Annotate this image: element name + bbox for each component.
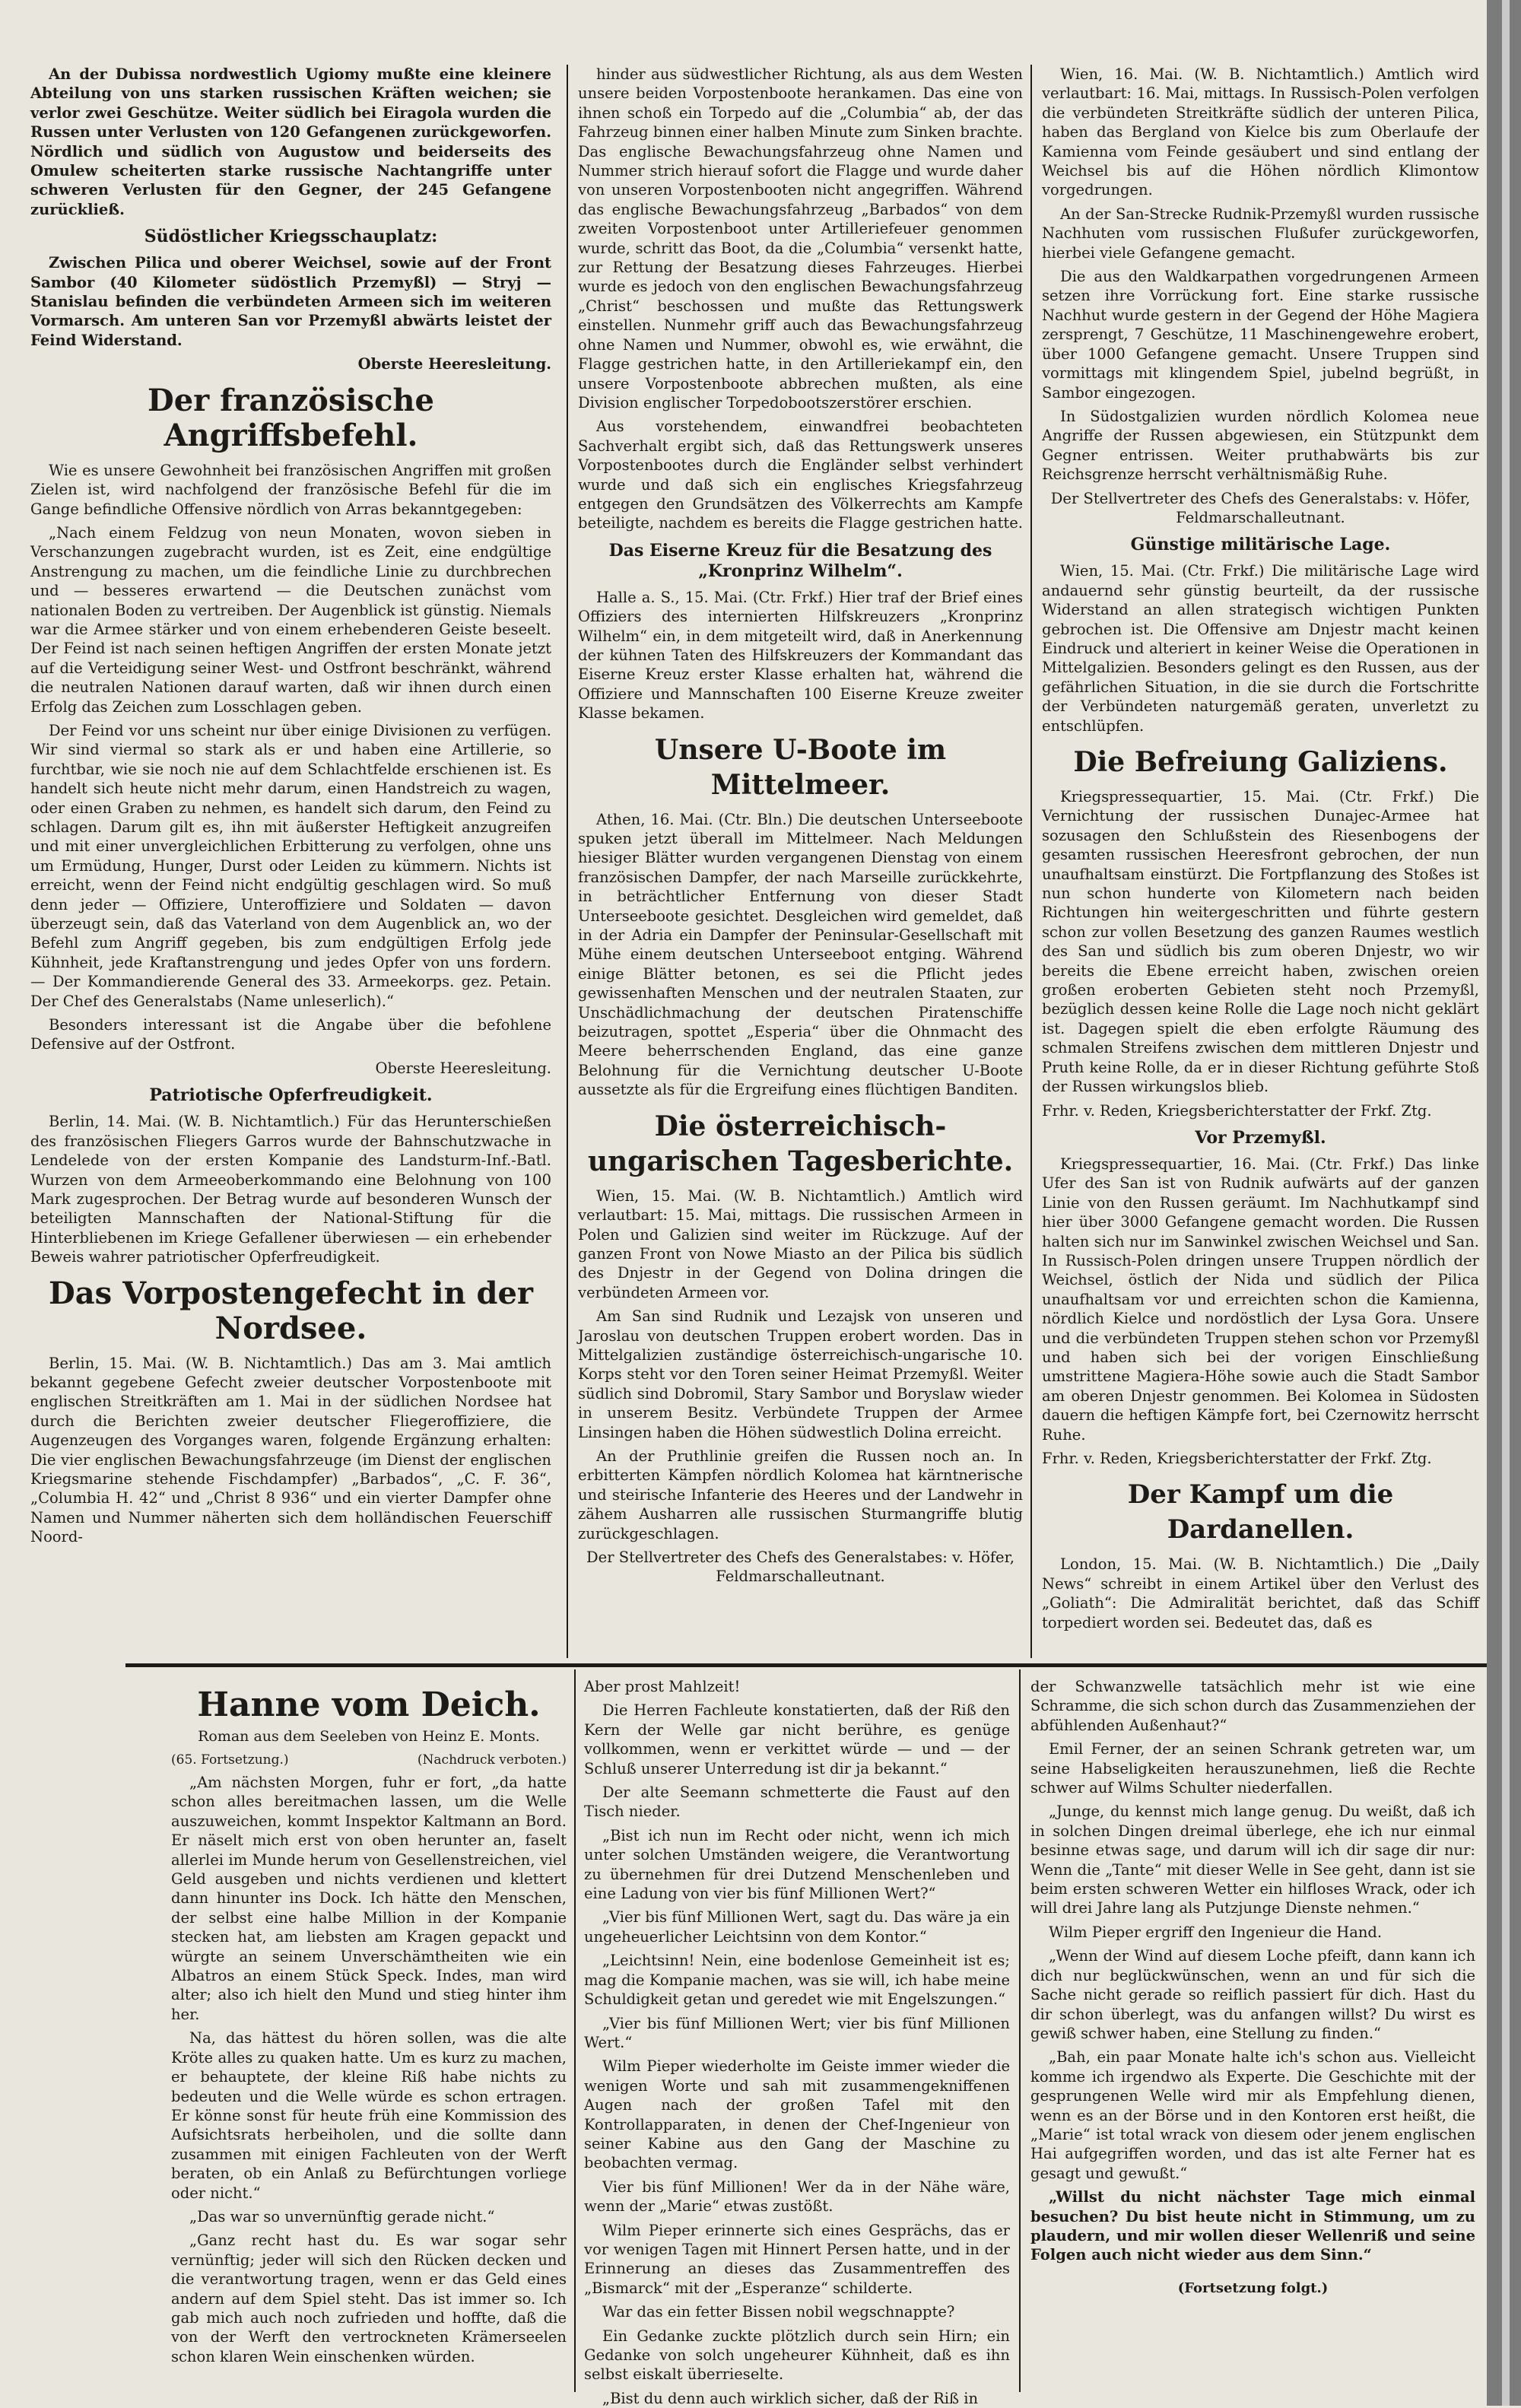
serial-paragraph: Wilm Pieper erinnerte sich eines Gesprächs, das er vor wenigen Tagen mit Hinnert Persen hatte, und in der Erinnerung an dieses das Zusammentreffen des „Bismarck“ mit der „Esperanze“ schilderte. bbox=[584, 2221, 1010, 2297]
section-heading: Südöstlicher Kriegsschauplatz: bbox=[144, 227, 438, 247]
article-headline: Günstige militärische Lage. bbox=[1130, 535, 1391, 555]
serial-rights: (Nachdruck verboten.) bbox=[417, 1752, 567, 1768]
serial-paragraph: Der alte Seemann schmetterte die Faust auf den Tisch nieder. bbox=[584, 1784, 1010, 1821]
signature: Der Stellvertreter des Chefs des Generalstabes: v. Höfer, Feldmarschalleutnant. bbox=[586, 1549, 1015, 1586]
serial-paragraph: „Ganz recht hast du. Es war sogar sehr vernünftig; jeder will sich den Rücken decken und die verantwortung tragen, wenn er das Geld eines andern auf dem Spiel steht. Das ist immer so. Ich gab mich auch noch zufrieden und hoffte, daß die von der Werft den vertrockneten Krämerseelen schon klaren Wein einschenken würden. bbox=[171, 2232, 567, 2365]
article-paragraph: Berlin, 14. Mai. (W. B. Nichtamtlich.) Für das Herunterschießen des französischen Fliegers Garros wurde der Bahnschutzwache in Lendelede von der ersten Kompanie des Landsturm-Inf.-Batl. Wurzen von dem Armeeoberkommando eine Belohnung von 100 Mark zugesprochen. Der Betrag wurde auf besonderen Wunsch der beteiligten Mannschaften der National-Stiftung für die Hinterbliebenen im Kriege Gefallener überwiesen — ein erhebender Beweis wahrer patriotischer Opferfreudigkeit. bbox=[30, 1113, 551, 1266]
column-3 bbox=[1042, 65, 1479, 1639]
serial-paragraph: War das ein fetter Bissen nobil wegschnappte? bbox=[602, 2303, 955, 2321]
report-paragraph: An der Dubissa nordwestlich Ugiomy mußte eine kleinere Abteilung von uns starken russischen Kräften weichen; sie verlor zwei Geschütze. Weiter südlich bei Eiragola wurden die Russen unter Verlusten von 120 Gefangenen zurückgeworfen. Nördlich und südlich von Augustow und beiderseits des Omulew scheiterten starke russische Nachtangriffe unter schweren Verlusten für den Gegner, der 245 Gefangene zurückließ. bbox=[30, 65, 551, 218]
column-divider bbox=[567, 65, 568, 1658]
serial-column-1 bbox=[171, 1677, 567, 2392]
article-paragraph: Wien, 15. Mai. (W. B. Nichtamtlich.) Amtlich wird verlautbart: 15. Mai, mittags. Die russischen Armeen in Polen und Galizien sind weiter im Rückzuge. Auf der ganzen Front von Nowe Miasto an der Pilica bis südlich des Dnjestr in der Gegend von Dolina dringen die verbündeten Armeen vor. bbox=[578, 1187, 1023, 1301]
signature: Der Stellvertreter des Chefs des Generalstabs: v. Höfer, Feldmarschalleutnant. bbox=[1050, 489, 1471, 526]
serial-paragraph: „Bah, ein paar Monate halte ich's schon aus. Vielleicht komme ich irgendwo als Experte. Die Geschichte mit der gesprungenen Welle wird mir als Empfehlung dienen, wenn es an der Börse und in den Kontoren erst heißt, die „Marie“ ist total wrack von diesem oder jenem englischen Hai aufgegriffen worden, und das ist alte Ferner hat es gesagt und gewußt.“ bbox=[1030, 2048, 1475, 2182]
serial-paragraph: Vier bis fünf Millionen! Wer da in der Nähe wäre, wenn der „Marie“ etwas zustößt. bbox=[584, 2178, 1010, 2216]
article-headline: Der französische Angriffsbefehl. bbox=[148, 382, 434, 453]
article-paragraph: „Nach einem Feldzug von neun Monaten, wovon sieben in Verschanzungen zugebracht wurden, ist es Zeit, eine endgültige Anstrengung zu machen, um die feindliche Linie zu durchbrechen und — besseres erwartend — die Deutschen zunächst vom nationalen Boden zu vertreiben. Der Augenblick ist günstig. Niemals war die Armee stärker und von einem erhebenderen Geiste beseelt. Der Feind ist nach seinen heftigen Angriffen der ersten Monate jetzt auf die Verteidigung seiner West- und Ostfront beschränkt, während die neutralen Nationen darauf warten, daß wir ihnen durch einen Erfolg das Zeichen zum Losschlagen geben. bbox=[30, 523, 551, 716]
to-be-continued: (Fortsetzung folgt.) bbox=[1177, 2279, 1329, 2296]
article-paragraph: Halle a. S., 15. Mai. (Ctr. Frkf.) Hier traf der Brief eines Offiziers des internierten Hilfskreuzers „Kronprinz Wilhelm“ ein, in dem mitgeteilt wird, daß in Anerkennung der kühnen Taten des Hilfskreuzers der Kommandant das Eiserne Kreuz erster Klasse erhalten hat, während die Offiziere und Mannschaften 100 Eiserne Kreuze zweiter Klasse bekamen. bbox=[578, 588, 1023, 723]
serial-part: (65. Fortsetzung.) bbox=[171, 1752, 289, 1768]
serial-paragraph: der Schwanzwelle tatsächlich mehr ist wie eine Schramme, die sich schon durch das Zusammenziehen der abfühlenden Außenhaut?“ bbox=[1030, 1678, 1475, 1734]
article-headline: Die österreichisch-ungarischen Tagesberichte. bbox=[587, 1110, 1014, 1177]
serial-meta bbox=[171, 1752, 567, 1768]
serial-paragraph: Na, das hättest du hören sollen, was die alte Kröte alles zu quaken hatte. Um es kurz zu machen, er behauptete, der kleine Riß habe nichts zu bedeuten und die Welle würde es schon ertragen. Er könne sonst für heute früh eine Kommission des Aufsichtsrats herbeiholen, und die sollte dann zusammen mit einigen Fachleuten von der Werft beraten, ob ein Anlaß zu Befürchtungen vorliege oder nicht.“ bbox=[171, 2029, 567, 2202]
serial-column-3 bbox=[1030, 1677, 1475, 2392]
serial-paragraph: „Junge, du kennst mich lange genug. Du weißt, daß ich in solchen Dingen dreimal überlege, ehe ich nur einmal besinne etwas sage, und darum will ich dir sage dir nur: Wenn die „Tante“ mit dieser Welle in See geht, dann ist sie beim ersten schweren Wetter ein hilfloses Wrack, oder ich will drei Jahre lang als Putzjunge Dienste nehmen.“ bbox=[1030, 1803, 1475, 1917]
serial-paragraph: „Bist ich nun im Recht oder nicht, wenn ich mich unter solchen Umständen weigere, die Verantwortung zu übernehmen für drei Dutzend Menschenleben und eine Ladung von vier bis fünf Millionen Wert?“ bbox=[584, 1826, 1010, 1903]
article-paragraph: London, 15. Mai. (W. B. Nichtamtlich.) Die „Daily News“ schreibt in einem Artikel über den Verlust des „Goliath“: Die Admiralität berichtet, daß das Schiff torpediert worden sei. Bedeutet das, daß es bbox=[1042, 1555, 1479, 1631]
serial-paragraph: „Leichtsinn! Nein, eine bodenlose Gemeinheit ist es; mag die Kompanie machen, was sie will, ich habe meine Schuldigkeit getan und geredet wie mit Engelszungen.“ bbox=[584, 1952, 1010, 2009]
article-headline: Patriotische Opferfreudigkeit. bbox=[149, 1085, 433, 1106]
serial-paragraph: „Am nächsten Morgen, fuhr er fort, „da hatte schon alles bereitmachen lassen, um die Welle auszuweichen, kommt Inspektor Kaltmann an Bord. Er näselt mich erst von oben herunter an, faselt allerlei im Munde herum von Gesellenstreichen, viel Geld ausgeben und nichts verdienen und klettert dann hinunter ins Dock. Ich hätte den Menschen, der selbst eine halbe Million in der Kompanie stecken hat, am liebsten am Kragen gepackt und würgte an seinem Unverschämtheiten wie ein Albatros an einem Stück Speck. Indes, man wird alter; also ich hielt den Mund und stieg hinter ihm her. bbox=[171, 1774, 567, 2023]
byline: Frhr. v. Reden, Kriegsberichterstatter der Frkf. Ztg. bbox=[1042, 1450, 1432, 1467]
serial-paragraph: „Wenn der Wind auf diesem Loche pfeift, dann kann ich dich nur beglückwünschen, wenn an und für sich die Sache nicht gerade so reiflich passiert für dich. Hast du dir schon überlegt, was du anfangen willst? Du wirst es gewiß schwer haben, eine Stellung zu finden.“ bbox=[1030, 1947, 1475, 2042]
article-headline: Vor Przemyßl. bbox=[1195, 1127, 1326, 1148]
article-paragraph: hinder aus südwestlicher Richtung, als aus dem Westen unsere beiden Vorpostenboote herankamen. Das eine von ihnen schoß ein Torpedo auf die „Columbia“ ab, der das Fahrzeug binnen einer halben Minute zum Sinken brachte. Das englische Bewachungsfahrzeug ohne Namen und Nummer strich hierauf sofort die Flagge und wurde daher von unseren Vorpostenbooten nicht angegriffen. Während das englische Bewachungsfahrzeug „Barbados“ von dem zweiten Vorpostenboot unter Artilleriefeuer genommen wurde, schritt das Boot, da die „Columbia“ versenkt hatte, zur Rettung der Besatzung dieses Fahrzeuges. Hierbei wurde es jedoch von den englischen Bewachungsfahrzeug „Christ“ beschossen und mußte das Rettungswerk einstellen. Nunmehr griff auch das Bewachungsfahrzeug ohne Namen und Nummer, obwohl es, wie erwähnt, die Flagge gestrichen hatte, in den Artilleriekampf ein, den unsere Vorpostenboote abbrechen mußten, als eine Division englischer Torpedobootszerstörer erschien. bbox=[578, 65, 1023, 411]
serial-paragraph: Wilm Pieper wiederholte im Geiste immer wieder die wenigen Worte und sah mit zusammengekniffenen Augen nach der großen Tafel mit den Kontrollapparaten, in denen der Chef-Ingenieur von seiner Kabine aus den Gang der Maschine zu beobachten vermag. bbox=[584, 2057, 1010, 2172]
serial-paragraph: Wilm Pieper ergriff den Ingenieur die Hand. bbox=[1049, 1923, 1383, 1941]
serial-divider bbox=[1019, 1669, 1021, 2392]
serial-paragraph: Ein Gedanke zuckte plötzlich durch sein Hirn; ein Gedanke von solch ungeheurer Kühnheit, daß es ihn selbst eiskalt überrieselte. bbox=[584, 2327, 1010, 2384]
serial-paragraph: „Bist du denn auch wirklich sicher, daß der Riß in bbox=[602, 2389, 979, 2407]
article-paragraph: Wie es unsere Gewohnheit bei französischen Angriffen mit großen Zielen ist, wird nachfolgend der französische Befehl für die im Gange befindliche Offensive nördlich von Arras bekanntgegeben: bbox=[30, 461, 551, 518]
serial-paragraph: „Vier bis fünf Millionen Wert; vier bis fünf Millionen Wert.“ bbox=[584, 2014, 1010, 2051]
article-paragraph: Kriegspressequartier, 15. Mai. (Ctr. Frkf.) Die Vernichtung der russischen Dunajec-Armee hat sozusagen den Schlußstein des Riesenbogens der gesamten russischen Heeresfront gebrochen, der nun unaufhaltsam einstürzt. Die Fortpflanzung des Stoßes ist nun schon hunderte von Kilometern nach beiden Richtungen hin weitergeschritten und führte gestern schon zur vollen Besetzung des ganzen Raumes westlich des San und südlich bis zum oberen Dnjestr, wo wir bereits die Ebene erreicht haben, zwischen oreien großen eroberten Gebieten steht noch Przemyßl, bezüglich dessen keine Rolle die Lage noch nicht geklärt ist. Dagegen spielt die eben erfolgte Räumung des schmalen Streifens zwischen dem mittleren Dnjestr und Pruth keine Rolle, da er in dieser Richtung geführte Stoß der Russen wirkungslos blieb. bbox=[1042, 788, 1479, 1096]
scan-edge-strip bbox=[1487, 0, 1521, 2406]
article-paragraph: Berlin, 15. Mai. (W. B. Nichtamtlich.) Das am 3. Mai amtlich bekannt gegebene Gefecht zweier deutscher Vorpostenboote mit englischen Streitkräften am 1. Mai in der südlichen Nordsee hat durch die Berichten zweier deutscher Fliegeroffiziere, die Augenzeugen des Vorganges waren, folgende Ergänzung erhalten: Die vier englischen Bewachungsfahrzeuge (im Dienst der englischen Kriegsmarine stehende Fischdampfer) „Barbados“, „C. F. 36“, „Columbia H. 42“ und „Christ 8 936“ und ein vierter Dampfer ohne Namen und Nummer näherten sich dem holländischen Feuerschiff Noord- bbox=[30, 1354, 551, 1546]
article-headline: Der Kampf um die Dardanellen. bbox=[1127, 1479, 1394, 1546]
article-paragraph: Die aus den Waldkarpathen vorgedrungenen Armeen setzen ihre Vorrückung fort. Eine starke russische Nachhut wurde gestern in der Gegend der Höhe Magiera zersprengt, 7 Geschütze, 11 Maschinengewehre erobert, über 1000 Gefangene gemacht. Unsere Truppen sind vormittags mit klingendem Spiel, jubelnd begrüßt, in Sambor eingezogen. bbox=[1042, 268, 1479, 402]
byline: Frhr. v. Reden, Kriegsberichterstatter der Frkf. Ztg. bbox=[1042, 1101, 1432, 1120]
serial-title: Hanne vom Deich. bbox=[197, 1685, 541, 1724]
article-paragraph: Der Feind vor uns scheint nur über einige Divisionen zu verfügen. Wir sind viermal so stark als er und haben eine Artillerie, so furchtbar, wie sie noch nie auf dem Schlachtfelde erschienen ist. Es handelt sich heute nicht mehr darum, einen Handstreich zu wagen, oder einen Graben zu nehmen, es handelt sich darum, den Feind zu schlagen. Darum gilt es, ihn mit äußerster Heftigkeit anzugreifen und mit einer unvergleichlichen Erbitterung zu verfolgen, ohne uns um Ermüdung, Hunger, Durst oder Leiden zu kümmern. Nichts ist erreicht, wenn der Feind nicht endgültig geschlagen wird. So muß denn jeder — Offiziere, Unteroffiziere und Soldaten — davon überzeugt sein, daß das Vaterland von dem Augenblick an, wo der Befehl zum Angriff gegeben, bis zum endgültigen Erfolg jede Kühnheit, jede Kraftanstrengung und jedes Opfer von uns fordern. — Der Kommandierende General des 33. Armeekorps. gez. Petain. Der Chef des Generalstabs (Name unleserlich).“ bbox=[30, 721, 551, 1010]
article-paragraph: Athen, 16. Mai. (Ctr. Bln.) Die deutschen Unterseeboote spuken jetzt überall im Mittelmeer. Nach Meldungen hiesiger Blätter wurden vergangenen Dienstag von einem französischen Dampfer, der nach Marseille zurückkehrte, in beträchtlicher Entfernung von dieser Stadt Unterseeboote gesichtet. Desgleichen wird gemeldet, daß in der Adria ein Dampfer der Peninsular-Gesellschaft mit Mühe einem deutschen Unterseeboot entging. Während einige Blätter betonen, es sei die Pflicht jedes gewissenhaften Menschen und der neutralen Staaten, zur Unschädlichmachung der deutschen Piratenschiffe beizutragen, spottet „Esperia“ über die Ohnmacht des Meere beherrschenden England, das eine ganze Belohnung für die Vernichtung deutscher U-Boote aussetzte als für die Ergreifung eines flüchtigen Banditen. bbox=[578, 810, 1023, 1099]
serial-paragraph: Die Herren Fachleute konstatierten, daß der Riß den Kern der Welle gar nicht berühre, es genüge vollkommen, wenn er verkittet würde — und — der Schluß unserer Unterredung ist dir ja bekannt.“ bbox=[584, 1701, 1010, 1777]
article-paragraph: Wien, 15. Mai. (Ctr. Frkf.) Die militärische Lage wird andauernd sehr günstig beurteilt, da der russische Widerstand an allen strategisch wichtigen Punkten gebrochen ist. Die Offensive am Dnjestr macht keinen Eindruck und alteriert in keiner Weise die Operationen in Mittelgalizien. Besonders gelingt es den Russen, aus der gefährlichen Situation, in die sie durch die Fortschritte der Verbündeten naturgemäß geraten, unverletzt zu entschlüpfen. bbox=[1042, 562, 1479, 735]
report-paragraph: Zwischen Pilica und oberer Weichsel, sowie auf der Front Sambor (40 Kilometer südöstlich Przemyßl) — Stryj — Stanislau befinden die verbündeten Armeen sich im weiteren Vormarsch. Am unteren San vor Przemyßl abwärts leistet der Feind Widerstand. bbox=[30, 254, 551, 349]
article-paragraph: Am San sind Rudnik und Lezajsk von unseren und Jaroslau von deutschen Truppen erobert worden. Das in Mittelgalizien zuständige österreichisch-ungarische 10. Korps steht vor den Toren seiner Heimat Przemyßl. Weiter südlich sind Dobromil, Stary Sambor und Boryslaw wieder in unserem Besitz. Verbündete Truppen der Armee Linsingen haben die Höhen südwestlich Dolina erreicht. bbox=[578, 1307, 1023, 1441]
serial-paragraph: „Vier bis fünf Millionen Wert, sagt du. Das wäre ja ein ungeheuerlicher Leichtsinn von dem Kontor.“ bbox=[584, 1908, 1010, 1946]
article-headline: Unsere U-Boote im Mittelmeer. bbox=[654, 733, 947, 801]
article-headline: Die Befreiung Galiziens. bbox=[1073, 746, 1448, 778]
article-paragraph: Besonders interessant ist die Angabe über die befohlene Defensive auf der Ostfront. bbox=[30, 1016, 551, 1053]
feuilleton-divider bbox=[125, 1663, 1487, 1667]
article-paragraph: An der Pruthlinie greifen die Russen noch an. In erbitterten Kämpfen nördlich Kolomea hat kärntnerische und steirische Infanterie des Heeres und der Landwehr in zähem Ausharren alle russischen Sturmangriffe blutig zurückgeschlagen. bbox=[578, 1447, 1023, 1542]
column-divider bbox=[1030, 65, 1032, 1658]
serial-subtitle: Roman aus dem Seeleben von Heinz E. Monts. bbox=[198, 1728, 540, 1745]
article-headline: Das Vorpostengefecht in der Nordsee. bbox=[49, 1275, 533, 1346]
serial-paragraph: Aber prost Mahlzeit! bbox=[584, 1678, 741, 1695]
serial-paragraph: Emil Ferner, der an seinen Schrank getreten war, um seine Habseligkeiten herauszunehmen, ließ die Rechte schwer auf Wilms Schulter niederfallen. bbox=[1030, 1740, 1475, 1797]
serial-paragraph: „Das war so unvernünftig gerade nicht.“ bbox=[189, 2207, 495, 2225]
article-paragraph: Wien, 16. Mai. (W. B. Nichtamtlich.) Amtlich wird verlautbart: 16. Mai, mittags. In Russisch-Polen verfolgen die verbündeten Streitkräfte südlich der unteren Pilica, haben das Bergland von Kielce bis zum Oberlaufe der Kamienna vom Feinde gesäubert und sind entlang der Weichsel bis auf die Höhen nördlich Klimontow vorgedrungen. bbox=[1042, 65, 1479, 199]
serial-paragraph: „Willst du nicht nächster Tage mich einmal besuchen? Du bist heute nicht in Stimmung, um zu plaudern, und mir wollen dieser Wellenriß und seine Folgen auch nicht wieder aus dem Sinn.“ bbox=[1030, 2188, 1475, 2264]
article-headline: Das Eiserne Kreuz für die Besatzung des „Kronprinz Wilhelm“. bbox=[608, 540, 992, 581]
article-paragraph: An der San-Strecke Rudnik-Przemyßl wurden russische Nachhuten vom russischen Flußufer zurückgeworfen, hierbei viele Gefangene gemacht. bbox=[1042, 205, 1479, 262]
article-paragraph: Aus vorstehendem, einwandfrei beobachteten Sachverhalt ergibt sich, daß das Rettungswerk unseres Vorpostenbootes durch die Engländer selbst verhindert wurde und daß sich ein englisches Kriegsfahrzeug entgegen den Grundsätzen des Völkerrechts am Kampfe beteiligte, nachdem es bereits die Flagge gestrichen hatte. bbox=[578, 418, 1023, 532]
column-1 bbox=[30, 65, 551, 1639]
serial-divider bbox=[574, 1669, 576, 2392]
article-paragraph: In Südostgalizien wurden nördlich Kolomea neue Angriffe der Russen abgewiesen, ein Stützpunkt dem Gegner entrissen. Weiter pruthabwärts bis zur Reichsgrenze herrscht verhältnismäßig Ruhe. bbox=[1042, 407, 1479, 484]
signature: Oberste Heeresleitung. bbox=[375, 1059, 551, 1077]
column-2 bbox=[578, 65, 1023, 1639]
article-paragraph: Kriegspressequartier, 16. Mai. (Ctr. Frkf.) Das linke Ufer des San ist von Rudnik aufwärts auf der ganzen Linie von den Russen geräumt. Im Nachhutkampf sind hier über 3000 Gefangene gemacht worden. Die Russen halten sich nur im Sanwinkel zwischen Weichsel und San. In Russisch-Polen dringen unsere Truppen nördlich der Weichsel, östlich der Nida und südlich der Pilica unaufhaltsam vor und erreichten schon die Kamienna, nördlich Kielce und nordöstlich der Lysa Gora. Unsere und die verbündeten Truppen stehen schon vor Przemyßl und haben sich bei der vorigen Einschließung umstrittene Magiera-Höhe sowie auch die Stadt Sambor am oberen Dnjestr genommen. Bei Kolomea in Südosten dauern die heftigen Kämpfe fort, bei Czernowitz herrscht Ruhe. bbox=[1042, 1155, 1479, 1444]
serial-column-2 bbox=[584, 1677, 1010, 2407]
signature: Oberste Heeresleitung. bbox=[357, 355, 551, 373]
